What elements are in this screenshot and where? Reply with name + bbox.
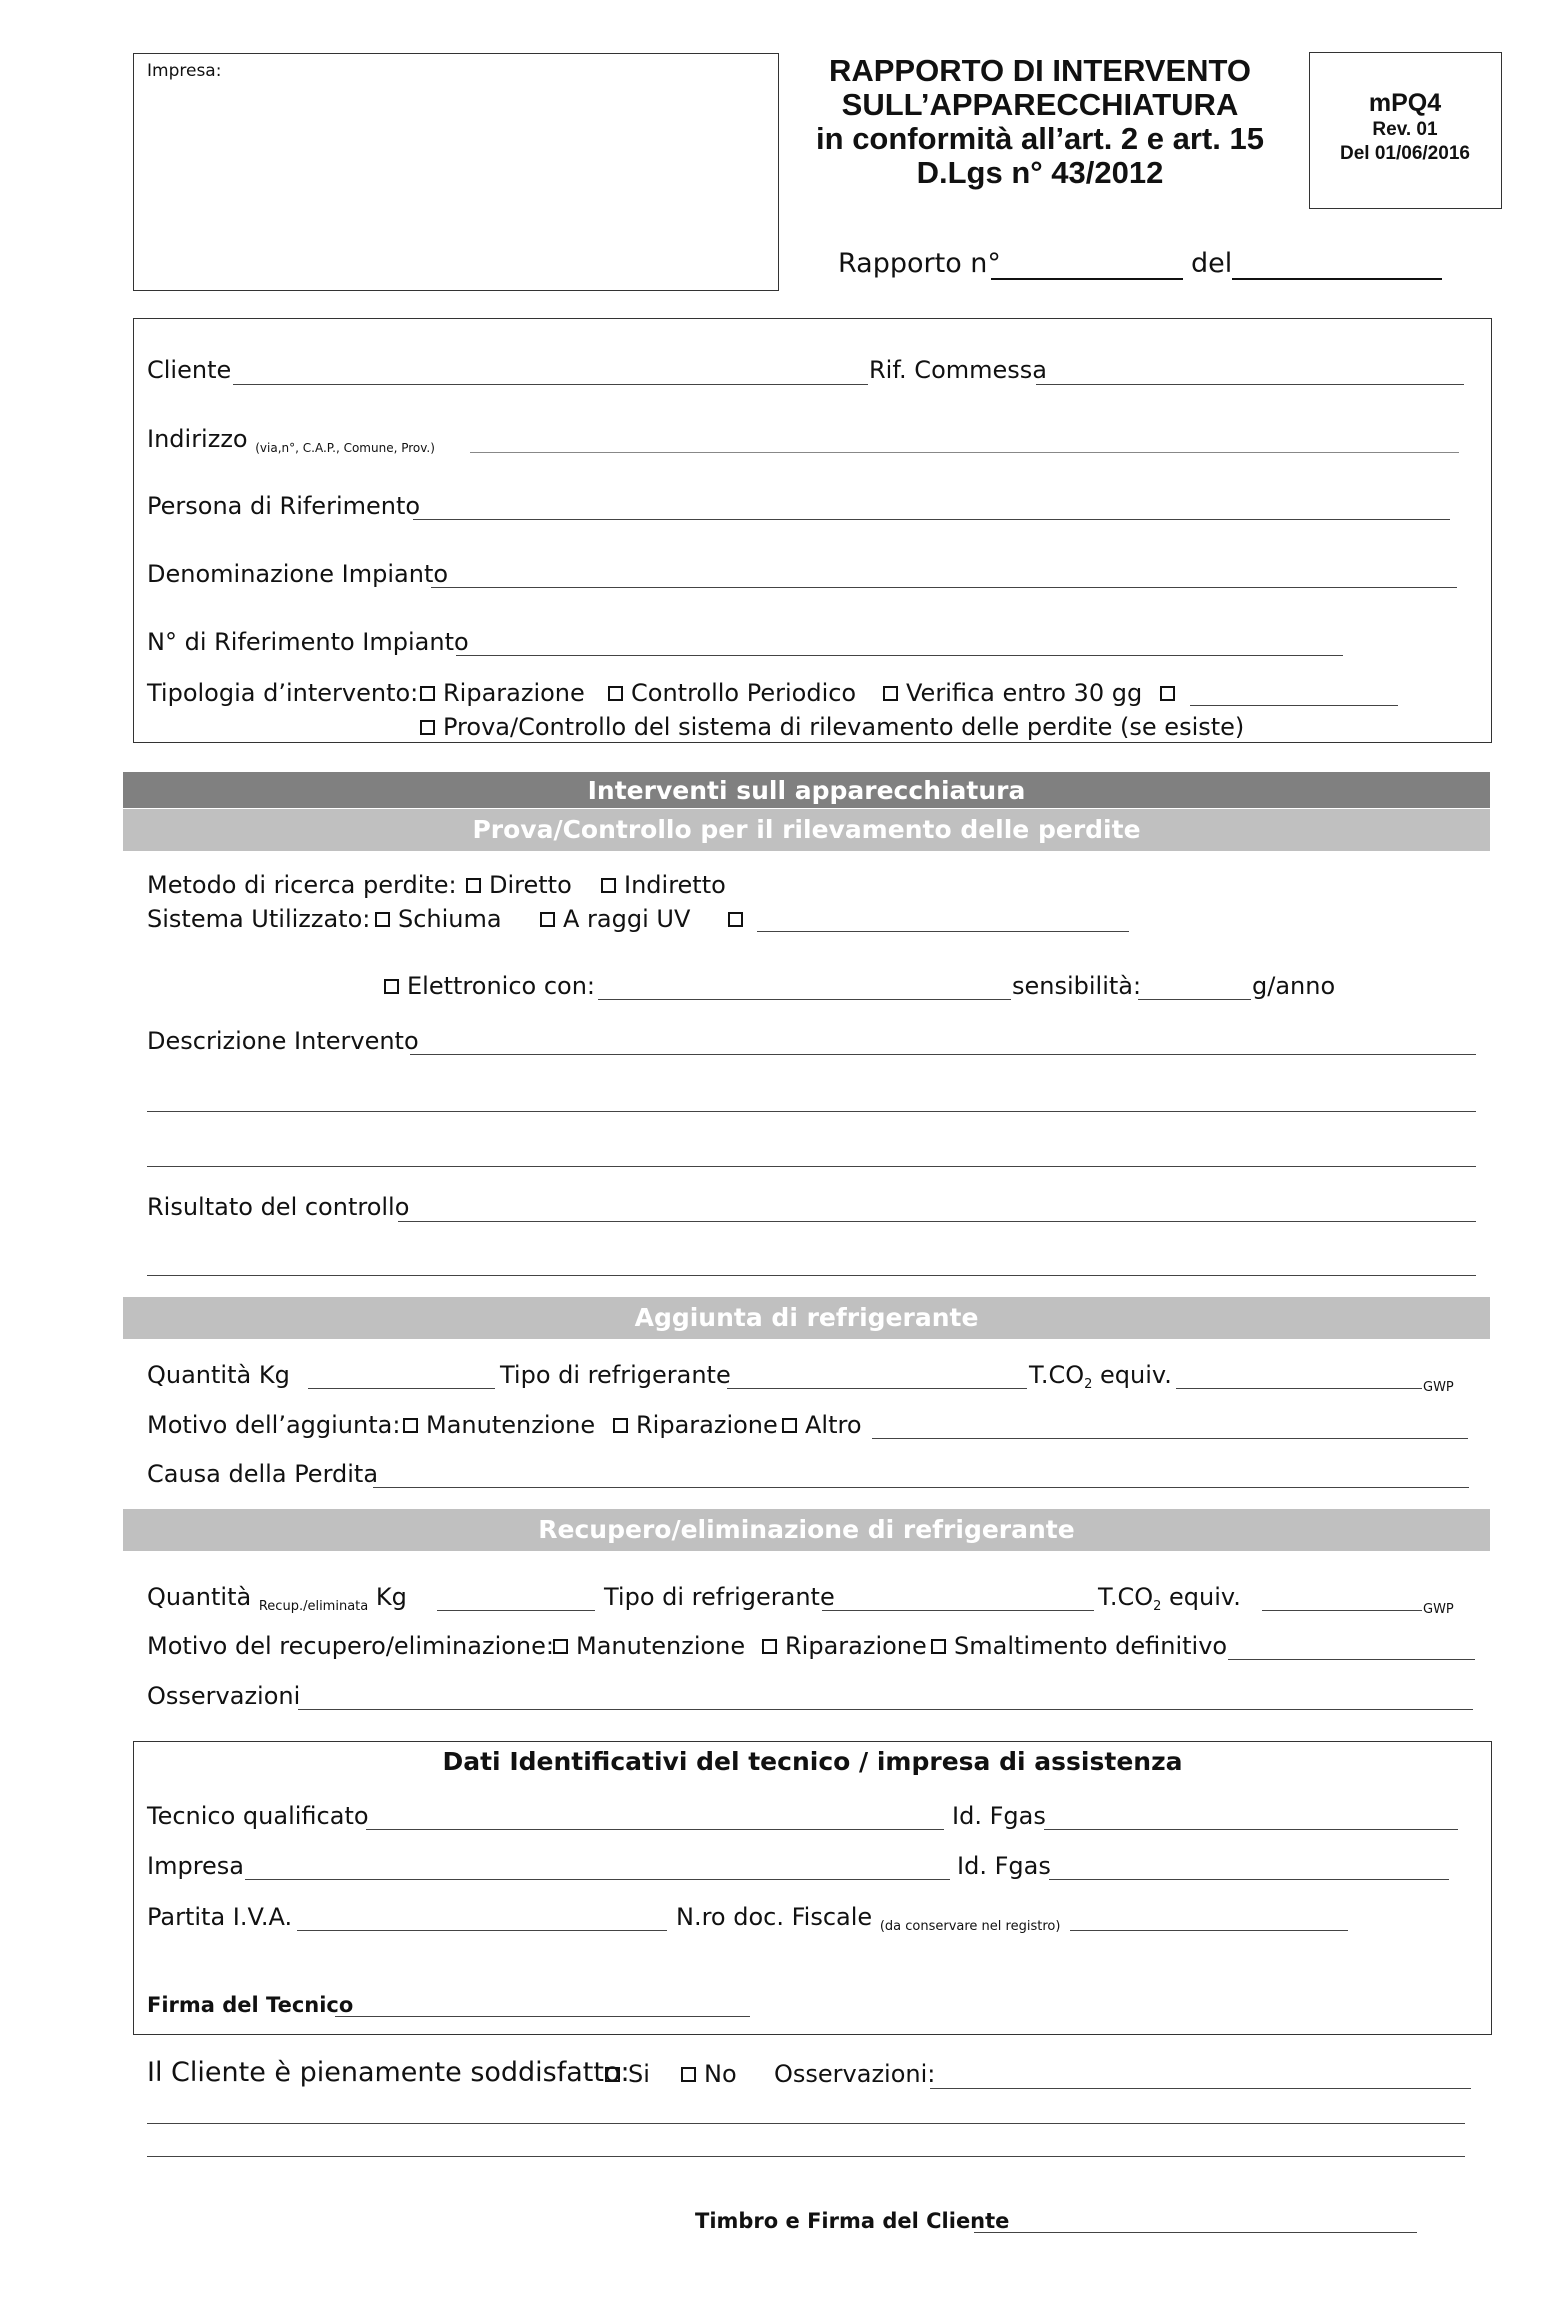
- title-line-1: RAPPORTO DI INTERVENTO: [828, 53, 1251, 88]
- option-label: Manutenzione: [576, 1632, 746, 1660]
- code-box: [1309, 52, 1502, 209]
- timbro-field[interactable]: [974, 2232, 1417, 2233]
- tecnico-title: Dati Identificativi del tecnico / impresa di assistenza: [442, 1747, 1183, 1776]
- tecnico-label: Tecnico qualificato: [147, 1802, 369, 1830]
- document-title: [780, 54, 1300, 190]
- persona-field[interactable]: [413, 519, 1450, 520]
- partita-iva-field[interactable]: [297, 1930, 667, 1931]
- option-altro[interactable]: [782, 1411, 862, 1439]
- id-fgas-1-label: Id. Fgas: [952, 1802, 1046, 1830]
- sensibilita-field[interactable]: [1138, 999, 1251, 1000]
- doc-rev: Rev. 01: [1372, 119, 1438, 140]
- option-label: Smaltimento definitivo: [954, 1632, 1228, 1660]
- recupero-motivo-field[interactable]: [1228, 1659, 1475, 1660]
- option-label: Indiretto: [624, 871, 726, 899]
- checkbox[interactable]: [728, 912, 743, 927]
- id-fgas-2-field[interactable]: [1049, 1879, 1449, 1880]
- checkbox[interactable]: [605, 2067, 620, 2082]
- footer-osservazioni-label: Osservazioni:: [774, 2060, 936, 2088]
- option-other-field[interactable]: [1190, 705, 1398, 706]
- cliente-label: Cliente: [147, 356, 232, 384]
- recupero-quantita-field[interactable]: [437, 1610, 595, 1611]
- rapporto-number-field[interactable]: [991, 278, 1183, 280]
- option-manutenzione[interactable]: [403, 1411, 595, 1439]
- recupero-tipo-label: Tipo di refrigerante: [604, 1583, 835, 1611]
- option-verifica-30gg[interactable]: [883, 679, 1142, 707]
- checkbox[interactable]: [762, 1639, 777, 1654]
- denominazione-field[interactable]: [431, 587, 1457, 588]
- metodo-label: Metodo di ricerca perdite:: [147, 871, 457, 899]
- option-label: Controllo Periodico: [631, 679, 857, 707]
- quantita-text: Quantità: [147, 1583, 252, 1611]
- nro-doc-label: [676, 1903, 1060, 1941]
- option-label: Manutenzione: [426, 1411, 596, 1439]
- firma-tecnico-field[interactable]: [335, 2016, 750, 2017]
- tco2-text: T.CO: [1029, 1361, 1085, 1389]
- option-schiuma[interactable]: [375, 905, 502, 933]
- descrizione-field-1[interactable]: [410, 1054, 1476, 1055]
- option-sistema-other[interactable]: [728, 905, 751, 933]
- aggiunta-tco2-field[interactable]: [1176, 1388, 1422, 1389]
- option-label: Verifica entro 30 gg: [906, 679, 1143, 707]
- impresa-field[interactable]: [245, 1879, 950, 1880]
- kg-text: Kg: [375, 1583, 407, 1611]
- sistema-other-field[interactable]: [757, 931, 1129, 932]
- recupero-tipo-field[interactable]: [822, 1610, 1094, 1611]
- aggiunta-gwp: GWP: [1423, 1380, 1454, 1395]
- checkbox[interactable]: [681, 2067, 696, 2082]
- aggiunta-tipo-label: Tipo di refrigerante: [500, 1361, 731, 1389]
- n-riferimento-field[interactable]: [456, 655, 1343, 656]
- option-label: No: [704, 2060, 737, 2088]
- denominazione-label: Denominazione Impianto: [147, 560, 449, 588]
- quantita-subscript: Recup./eliminata: [258, 1599, 369, 1614]
- sistema-label: Sistema Utilizzato:: [147, 905, 371, 933]
- checkbox[interactable]: [613, 1418, 628, 1433]
- recupero-osservazioni-field[interactable]: [298, 1709, 1473, 1710]
- option-no[interactable]: [681, 2060, 737, 2088]
- checkbox[interactable]: [782, 1418, 797, 1433]
- rif-commessa-field[interactable]: [1036, 384, 1464, 385]
- option-label: Riparazione: [443, 679, 585, 707]
- soddisfatto-label: Il Cliente è pienamente soddisfatto:: [147, 2057, 630, 2088]
- recupero-quantita-label: [147, 1583, 407, 1621]
- option-riparazione[interactable]: [762, 1632, 927, 1660]
- option-prova-controllo[interactable]: [420, 713, 1244, 741]
- sensibilita-label: sensibilità:: [1012, 972, 1142, 1000]
- option-riparazione[interactable]: [613, 1411, 778, 1439]
- indirizzo-field[interactable]: [470, 452, 1459, 453]
- elettronico-field[interactable]: [598, 999, 1011, 1000]
- checkbox[interactable]: [375, 912, 390, 927]
- del-label: del: [1191, 248, 1233, 279]
- rapporto-label: Rapporto n°: [838, 248, 1001, 279]
- checkbox[interactable]: [540, 912, 555, 927]
- id-fgas-2-label: Id. Fgas: [957, 1852, 1051, 1880]
- option-label: Riparazione: [636, 1411, 778, 1439]
- descrizione-field-3[interactable]: [147, 1166, 1476, 1167]
- aggiunta-bar: Aggiunta di refrigerante: [123, 1297, 1490, 1339]
- aggiunta-quantita-label: Quantità Kg: [147, 1361, 290, 1389]
- doc-date: Del 01/06/2016: [1340, 143, 1470, 164]
- recupero-tco2-label: [1098, 1583, 1241, 1621]
- persona-label: Persona di Riferimento: [147, 492, 421, 520]
- tco2-subscript: 2: [1084, 1377, 1093, 1392]
- checkbox[interactable]: [403, 1418, 418, 1433]
- aggiunta-motivo-label: Motivo dell’aggiunta:: [147, 1411, 401, 1439]
- option-manutenzione[interactable]: [553, 1632, 745, 1660]
- recupero-tco2-field[interactable]: [1262, 1610, 1422, 1611]
- option-indiretto[interactable]: [601, 871, 726, 899]
- option-label: Schiuma: [398, 905, 502, 933]
- title-line-2: SULL’APPARECCHIATURA: [841, 87, 1239, 122]
- option-diretto[interactable]: [466, 871, 572, 899]
- sensibilita-unit: g/anno: [1252, 972, 1336, 1000]
- impresa-label: Impresa:: [147, 61, 222, 81]
- interventi-bar: Interventi sull apparecchiatura: [123, 772, 1490, 808]
- title-line-4: D.Lgs n° 43/2012: [916, 155, 1164, 190]
- recupero-bar: Recupero/eliminazione di refrigerante: [123, 1509, 1490, 1551]
- tipologia-label: Tipologia d’intervento:: [147, 679, 419, 707]
- timbro-label: Timbro e Firma del Cliente: [695, 2209, 1010, 2233]
- option-controllo-periodico[interactable]: [608, 679, 856, 707]
- option-label: Si: [628, 2060, 650, 2088]
- checkbox[interactable]: [553, 1639, 568, 1654]
- aggiunta-quantita-field[interactable]: [308, 1388, 495, 1389]
- checkbox[interactable]: [466, 878, 481, 893]
- impresa-label-tecnico: Impresa: [147, 1852, 245, 1880]
- tco2-suffix: equiv.: [1092, 1361, 1172, 1389]
- causa-field[interactable]: [373, 1487, 1469, 1488]
- cliente-field[interactable]: [233, 384, 868, 385]
- aggiunta-altro-field[interactable]: [872, 1438, 1468, 1439]
- indirizzo-label: [147, 425, 435, 462]
- option-label: Riparazione: [785, 1632, 927, 1660]
- aggiunta-tipo-field[interactable]: [727, 1388, 1027, 1389]
- option-riparazione[interactable]: [420, 679, 585, 707]
- option-si[interactable]: [605, 2060, 650, 2088]
- checkbox[interactable]: [420, 720, 435, 735]
- checkbox[interactable]: [1160, 686, 1175, 701]
- risultato-label: Risultato del controllo: [147, 1193, 410, 1221]
- descrizione-field-2[interactable]: [147, 1111, 1476, 1112]
- footer-osservazioni-field-1[interactable]: [930, 2088, 1471, 2089]
- indirizzo-hint: (via,n°, C.A.P., Comune, Prov.): [255, 441, 435, 455]
- checkbox[interactable]: [931, 1639, 946, 1654]
- option-raggi-uv[interactable]: [540, 905, 690, 933]
- rif-commessa-label: Rif. Commessa: [869, 356, 1047, 384]
- rapporto-date-field[interactable]: [1232, 278, 1442, 280]
- option-label: Prova/Controllo del sistema di rilevamento delle perdite (se esiste): [443, 713, 1245, 741]
- causa-label: Causa della Perdita: [147, 1460, 379, 1488]
- option-label: A raggi UV: [563, 905, 691, 933]
- prova-controllo-bar: Prova/Controllo per il rilevamento delle perdite: [123, 809, 1490, 851]
- nro-doc-hint: (da conservare nel registro): [879, 1919, 1061, 1934]
- indirizzo-text: Indirizzo: [147, 425, 248, 453]
- footer-osservazioni-field-3[interactable]: [147, 2156, 1465, 2157]
- tco2-subscript: 2: [1153, 1599, 1162, 1614]
- partita-iva-label: Partita I.V.A.: [147, 1903, 293, 1931]
- nro-doc-field[interactable]: [1070, 1930, 1348, 1931]
- option-label: Diretto: [489, 871, 572, 899]
- title-line-3: in conformità all’art. 2 e art. 15: [816, 121, 1264, 156]
- recupero-osservazioni-label: Osservazioni: [147, 1682, 301, 1710]
- checkbox[interactable]: [608, 686, 623, 701]
- option-label: Elettronico con:: [407, 972, 596, 1000]
- tco2-text: T.CO: [1098, 1583, 1154, 1611]
- option-other[interactable]: [1160, 679, 1183, 707]
- id-fgas-1-field[interactable]: [1044, 1829, 1458, 1830]
- checkbox[interactable]: [601, 878, 616, 893]
- n-riferimento-label: N° di Riferimento Impianto: [147, 628, 469, 656]
- aggiunta-tco2-label: [1029, 1361, 1172, 1399]
- tco2-suffix: equiv.: [1161, 1583, 1241, 1611]
- risultato-field-1[interactable]: [398, 1221, 1476, 1222]
- recupero-motivo-label: Motivo del recupero/eliminazione:: [147, 1632, 554, 1660]
- option-smaltimento[interactable]: [931, 1632, 1227, 1660]
- tecnico-field[interactable]: [366, 1829, 944, 1830]
- checkbox[interactable]: [420, 686, 435, 701]
- nro-doc-text: N.ro doc. Fiscale: [676, 1903, 873, 1931]
- checkbox[interactable]: [384, 979, 399, 994]
- descrizione-label: Descrizione Intervento: [147, 1027, 419, 1055]
- risultato-field-2[interactable]: [147, 1275, 1476, 1276]
- impresa-box: [133, 53, 779, 291]
- option-label: Altro: [805, 1411, 862, 1439]
- firma-tecnico-label: Firma del Tecnico: [147, 1993, 354, 2017]
- recupero-gwp: GWP: [1423, 1602, 1454, 1617]
- footer-osservazioni-field-2[interactable]: [147, 2123, 1465, 2124]
- checkbox[interactable]: [883, 686, 898, 701]
- option-elettronico[interactable]: [384, 972, 595, 1000]
- doc-code: mPQ4: [1368, 89, 1442, 117]
